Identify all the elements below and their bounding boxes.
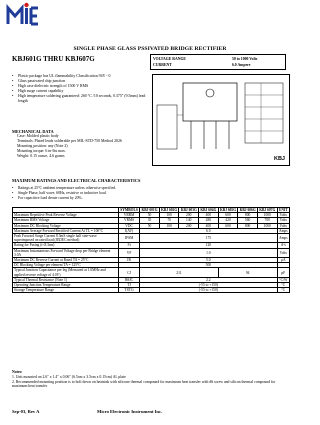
table-row <box>13 223 290 228</box>
table-cell: Maximum RMS Voltage <box>13 218 119 223</box>
table-cell: 700 <box>257 218 277 223</box>
current-value: 6.0 Ampere <box>231 63 251 67</box>
table-cell: Amps <box>277 234 289 243</box>
table-cell: 140 <box>179 218 199 223</box>
table-cell: pF <box>277 268 289 277</box>
table-cell: 120 <box>140 243 277 248</box>
features-list <box>12 74 146 105</box>
table-cell: 175 <box>140 234 277 243</box>
feature-item: • Glass passivated chip junction <box>12 79 146 84</box>
table-cell: Volts <box>277 213 289 218</box>
table-cell: Maximum DC Reverse Current at Rated TA = 25°C <box>13 258 119 263</box>
mechanical-data <box>12 126 146 160</box>
table-cell: I²t <box>119 243 140 248</box>
header-cell: KBJ 601G <box>141 208 158 212</box>
mechanical-item: Mounting position: any (Note 2) <box>17 144 68 149</box>
company-logo-icon <box>6 2 40 28</box>
package-label: KBJ <box>273 156 285 162</box>
feature-item: • High surge current capability <box>12 89 146 94</box>
table-cell: RθJC <box>119 277 140 282</box>
voltage-label: VOLTAGE RANGE <box>153 57 186 61</box>
table-cell: Operating Junction Temperature Range <box>13 283 119 288</box>
table-cell: Storage Temperature Range <box>13 288 119 293</box>
table-cell: °C <box>277 288 289 293</box>
table-cell: Maximum Instantaneous Forward Voltage drop per Bridge element 3.0A <box>13 248 119 257</box>
table-cell: 50 <box>140 223 160 228</box>
table-row <box>13 234 290 243</box>
part-range: KBJ601G THRU KBJ607G <box>12 55 95 63</box>
table-cell: CJ <box>119 268 140 277</box>
table-row <box>13 213 290 218</box>
notes-section <box>12 370 288 389</box>
table-cell: Typical Thermal Resistance (Note 1) <box>13 277 119 282</box>
table-cell: VRMS <box>119 218 140 223</box>
header-cell: KBJ 604G <box>200 208 217 212</box>
table-cell: 400 <box>199 223 219 228</box>
table-cell: Volts <box>277 218 289 223</box>
table-cell: 1000 <box>257 213 277 218</box>
table-cell: Volts <box>277 248 289 257</box>
notes-heading: Notes: <box>12 370 23 374</box>
table-cell: 94 <box>218 268 277 277</box>
voltage-current-box <box>150 54 286 70</box>
table-cell: 200 <box>179 223 199 228</box>
table-cell: 400 <box>199 213 219 218</box>
package-drawing <box>152 74 290 166</box>
table-cell: 35 <box>140 218 160 223</box>
mechanical-item: Mounting torque: 6 in-lbs max. <box>17 149 66 154</box>
table-cell: 600 <box>218 223 238 228</box>
document-title: SINGLE PHASE GLASS PSSIVATED BRIDGE RECTIFIER <box>73 46 227 52</box>
feature-item: • High temperature soldering guaranteed: 260 °C /10 seconds, 0.375" (9.5mm) lead length <box>12 94 146 104</box>
table-cell: TJ <box>119 283 140 288</box>
table-cell: °C/W <box>277 277 289 282</box>
ratings-heading: MAXIMUM RATINGS AND ELECTRICAL CHARACTERISTICS <box>12 178 141 183</box>
table-cell: 200 <box>179 213 199 218</box>
table-cell: 1.0 <box>140 248 277 257</box>
ratings-table <box>12 207 290 293</box>
table-cell: 100 <box>159 213 179 218</box>
table-cell: VDC <box>119 223 140 228</box>
table-cell: (-55 to +150) <box>140 283 277 288</box>
mechanical-heading: MECHANICAL DATA <box>12 129 54 134</box>
table-cell: 2.2 <box>140 277 277 282</box>
table-cell: 800 <box>238 223 258 228</box>
header-cell: KBJ 607G <box>259 208 276 212</box>
header-cell: KBJ 605G <box>219 208 237 212</box>
header-cell: UNIT <box>278 208 288 212</box>
table-cell: Volts <box>277 223 289 228</box>
table-cell: Rating for Fusing (t<8.3ms) <box>13 243 119 248</box>
feature-item: • Plastic package has UL flammability Classification 94V - 0 <box>12 74 146 79</box>
table-row <box>13 288 290 293</box>
table-cell: TSTG <box>119 288 140 293</box>
table-cell: 600 <box>218 213 238 218</box>
table-cell: VF <box>119 248 140 257</box>
note-item: 1. Unit mounted on 2.6" x 1.4" x 0.06" (6.5cm x 3.5cm x 0.15cm) Al. plate <box>12 374 126 379</box>
table-cell: DC Blocking Voltage per element TA = 125°C <box>13 263 119 268</box>
mechanical-item: Terminals: Plated leads solderable per MIL-STD-750 Method 2026 <box>17 139 122 144</box>
table-cell: Maximum Repetitive Peak Reverse Voltage <box>13 213 119 218</box>
header-cell: KBJ 602G <box>161 208 178 212</box>
table-cell: Maximum Average Forward Rectified Current At TL = 100°C <box>13 228 119 233</box>
table-cell: Typical Junction Capacitance per leg (Measured at 1.0MHz and applied reverse voltage of 4.0V) <box>13 268 119 277</box>
current-label: CURRENT <box>153 63 172 67</box>
table-cell: 100 <box>159 223 179 228</box>
table-cell: (-55 to +150) <box>140 288 277 293</box>
table-cell: I(AV) <box>119 228 140 233</box>
mechanical-item: Case: Molded plastic body <box>17 134 59 139</box>
table-cell: 560 <box>238 218 258 223</box>
table-cell: 50 <box>140 213 160 218</box>
table-cell: 5.0 <box>140 258 277 263</box>
feature-item: • High case dielectric strength of 1500 V RMS <box>12 84 146 89</box>
ratings-notes <box>12 186 252 201</box>
table-cell: 211 <box>140 268 219 277</box>
ratings-note: • For capacitive load derate current by 20%. <box>12 196 252 201</box>
ratings-note: • Single Phase, half wave, 60Hz, resistive or inductive load. <box>12 191 252 196</box>
table-cell: µA <box>277 258 289 263</box>
company-name: Micro Electronic Instrument Inc. <box>97 409 163 414</box>
table-cell: 6.0 <box>140 228 277 233</box>
table-cell: 70 <box>159 218 179 223</box>
table-cell: VRRM <box>119 213 140 218</box>
note-item: 2. Recommended mounting position is to bolt down on heatsink with silicone thermal compound for maximum heat transfer with #6 screw and silicon thermal compound for maximum heat transfer <box>12 379 276 389</box>
table-row <box>13 268 290 277</box>
revision-label: Sep-03, Rev A <box>12 409 40 414</box>
table-cell: Maximum DC Blocking Voltage <box>13 223 119 228</box>
mechanical-item: Weight: 0.15 ounce, 4.6 grams <box>17 154 65 159</box>
table-cell: °C <box>277 283 289 288</box>
table-cell: 1000 <box>257 223 277 228</box>
table-body <box>13 213 290 293</box>
table-cell: 280 <box>199 218 219 223</box>
voltage-value: 50 to 1000 Volts <box>231 57 258 61</box>
table-cell: 800 <box>238 213 258 218</box>
table-cell: Peak Forward Surge Current 8.3mS single half sine-wave superimposed on rated load (JEDEC method) <box>13 234 119 243</box>
header-cell: SYMBOLS <box>120 208 138 212</box>
package-outline-icon <box>153 75 291 167</box>
table-cell: Amps <box>278 228 288 233</box>
table-cell: IR <box>119 258 140 263</box>
table-row <box>13 248 290 257</box>
table-cell: 420 <box>218 218 238 223</box>
ratings-note: • Ratings at 25°C ambient temperature unless otherwise specified. <box>12 186 252 191</box>
table-cell: 500 <box>140 263 277 268</box>
table-cell: A²s <box>277 243 289 248</box>
table-cell: IFSM <box>119 234 140 243</box>
header-cell: KBJ 606G <box>239 208 256 212</box>
header-cell: KBJ 603G <box>180 208 197 212</box>
